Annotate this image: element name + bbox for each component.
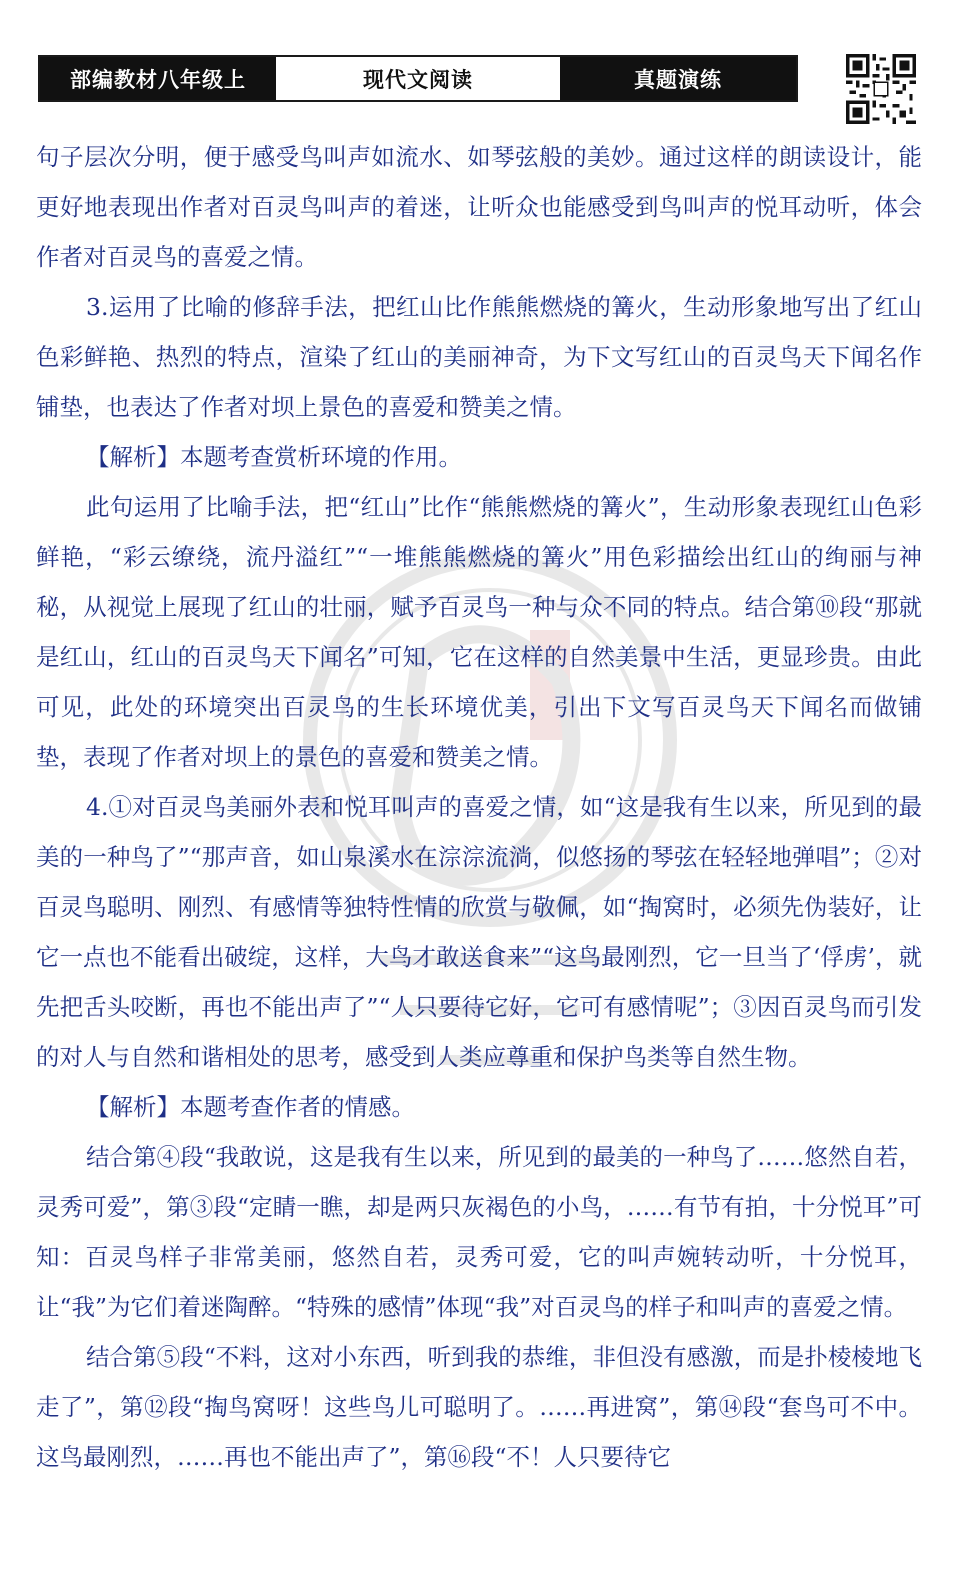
analysis-3-heading: 【解析】本题考查赏析环境的作用。 xyxy=(86,443,462,471)
analysis-4-body-2: 结合第⑤段“不料，这对小东西，听到我的恭维，非但没有感激，而是扑棱棱地飞走了”，第⑫段“掏鸟窝呀！这些鸟儿可聪明了。……再进窝”，第⑭段“套鸟可不中。这鸟最刚烈，……再也不能出声了”，第⑯段“不！人只要待它 xyxy=(36,1343,922,1471)
answer-3: 3.运用了比喻的修辞手法，把红山比作熊熊燃烧的篝火，生动形象地写出了红山色彩鲜艳、热烈的特点，渲染了红山的美丽神奇，为下文写红山的百灵鸟天下闻名作铺垫，也表达了作者对坝上景色的喜爱和赞美之情。 xyxy=(36,293,922,421)
grade-label: 部编教材八年级上 xyxy=(40,57,276,100)
document-body xyxy=(36,132,922,1482)
analysis-3-body: 此句运用了比喻手法，把“红山”比作“熊熊燃烧的篝火”，生动形象表现红山色彩鲜艳，“彩云缭绕，流丹溢红”“一堆熊熊燃烧的篝火”用色彩描绘出红山的绚丽与神秘，从视觉上展现了红山的壮丽，赋予百灵鸟一种与众不同的特点。结合第⑩段“那就是红山，红山的百灵鸟天下闻名”可知，它在这样的自然美景中生活，更显珍贵。由此可见，此处的环境突出百灵鸟的生长环境优美，引出下文写百灵鸟天下闻名而做铺垫，表现了作者对坝上的景色的喜爱和赞美之情。 xyxy=(36,493,922,771)
paragraph-continuation: 句子层次分明，便于感受鸟叫声如流水、如琴弦般的美妙。通过这样的朗读设计，能更好地表现出作者对百灵鸟叫声的着迷，让听众也能感受到鸟叫声的悦耳动听，体会作者对百灵鸟的喜爱之情。 xyxy=(36,143,922,271)
section-title: 现代文阅读 xyxy=(276,57,560,100)
practice-label: 真题演练 xyxy=(560,57,796,100)
qr-code-icon xyxy=(846,54,916,124)
analysis-4-body-1: 结合第④段“我敢说，这是我有生以来，所见到的最美的一种鸟了……悠然自若，灵秀可爱”，第③段“定睛一瞧，却是两只灰褐色的小鸟，……有节有拍，十分悦耳”可知：百灵鸟样子非常美丽，悠然自若，灵秀可爱，它的叫声婉转动听，十分悦耳，让“我”为它们着迷陶醉。“特殊的感情”体现“我”对百灵鸟的样子和叫声的喜爱之情。 xyxy=(36,1143,922,1321)
answer-4: 4.①对百灵鸟美丽外表和悦耳叫声的喜爱之情，如“这是我有生以来，所见到的最美的一种鸟了”“那声音，如山泉溪水在淙淙流淌，似悠扬的琴弦在轻轻地弹唱”；②对百灵鸟聪明、刚烈、有感情等独特性情的欣赏与敬佩，如“掏窝时，必须先伪装好，让它一点也不能看出破绽，这样，大鸟才敢送食来”“这鸟最刚烈，它一旦当了‘俘虏’，就先把舌头咬断，再也不能出声了”“人只要待它好，它可有感情呢”；③因百灵鸟而引发的对人与自然和谐相处的思考，感受到人类应尊重和保护鸟类等自然生物。 xyxy=(36,793,922,1071)
page-header xyxy=(38,55,798,102)
analysis-4-heading: 【解析】本题考查作者的情感。 xyxy=(86,1093,415,1121)
